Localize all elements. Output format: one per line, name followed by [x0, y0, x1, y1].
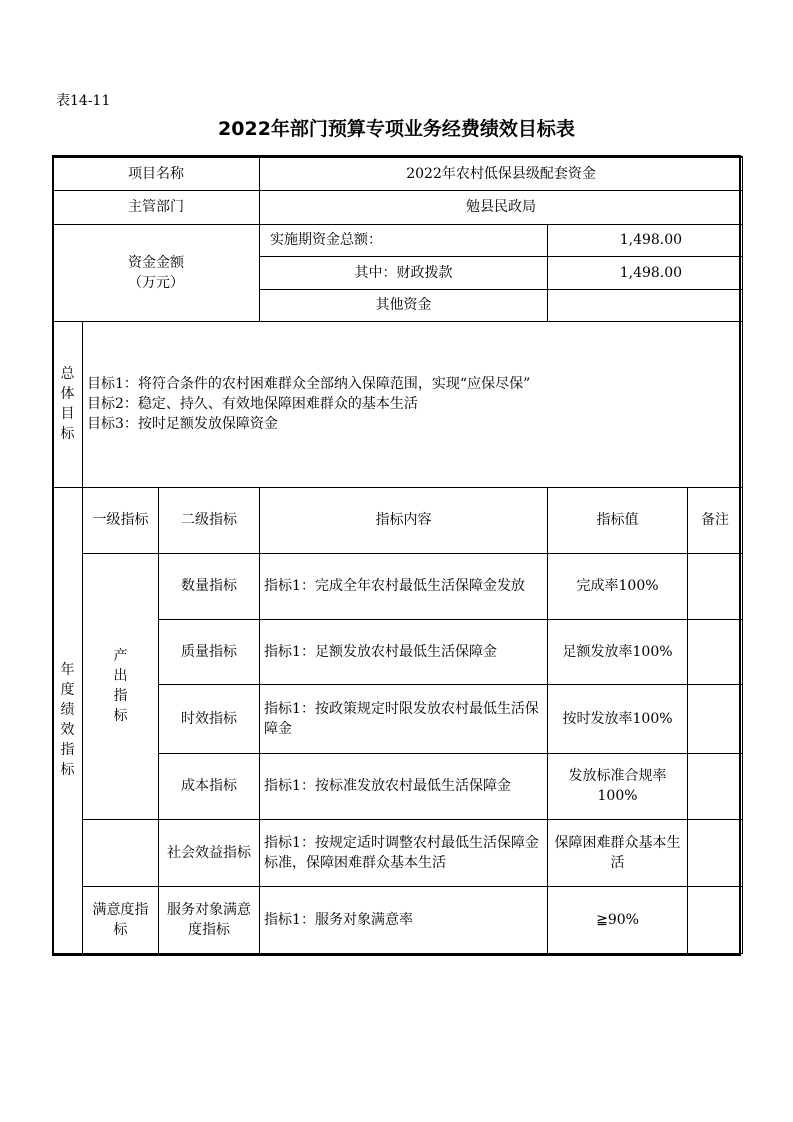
header-level2: 二级指标	[159, 487, 260, 553]
benefit-value: 保障困难群众基本生活	[548, 819, 688, 886]
benefit-row	[53, 819, 743, 886]
row-level2: 时效指标	[159, 684, 260, 753]
funds-total-value: 1,498.00	[548, 224, 743, 256]
funds-total-row	[53, 224, 743, 256]
department-label: 主管部门	[53, 190, 260, 224]
satisfaction-value: ≧90%	[548, 886, 688, 953]
row-content: 指标1：按政策规定时限发放农村最低生活保障金	[260, 684, 548, 753]
funds-other-label: 其他资金	[260, 289, 548, 321]
goal-line-2: 目标2：稳定、持久、有效地保障困难群众的基本生活	[87, 396, 418, 412]
project-name-value: 2022年农村低保县级配套资金	[260, 157, 743, 190]
table-row	[53, 553, 743, 619]
funds-fiscal-value: 1,498.00	[548, 256, 743, 289]
row-value: 足额发放率100%	[548, 619, 688, 684]
row-value: 完成率100%	[548, 553, 688, 619]
satisfaction-row	[53, 886, 743, 953]
performance-table	[52, 156, 743, 954]
goal-line-3: 目标3：按时足额发放保障资金	[87, 416, 278, 432]
goal-line-1: 目标1：将符合条件的农村困难群众全部纳入保障范围，实现“应保尽保”	[87, 376, 531, 392]
overall-goal-row	[53, 321, 743, 487]
benefit-level1	[83, 819, 159, 886]
row-remark	[688, 553, 743, 619]
row-remark	[688, 684, 743, 753]
header-level1: 一级指标	[83, 487, 159, 553]
header-value: 指标值	[548, 487, 688, 553]
project-name-row	[53, 157, 743, 190]
output-indicator-label	[83, 553, 159, 819]
row-remark	[688, 619, 743, 684]
satisfaction-level2: 服务对象满意度指标	[159, 886, 260, 953]
row-level2: 成本指标	[159, 753, 260, 819]
row-value: 按时发放率100%	[548, 684, 688, 753]
overall-goal-label	[53, 321, 83, 487]
row-content: 指标1：完成全年农村最低生活保障金发放	[260, 553, 548, 619]
funds-total-label: 实施期资金总额：	[260, 224, 548, 256]
table-number: 表14-11	[56, 93, 111, 109]
row-level2: 数量指标	[159, 553, 260, 619]
satisfaction-content: 指标1：服务对象满意率	[260, 886, 548, 953]
benefit-level2: 社会效益指标	[159, 819, 260, 886]
benefit-remark	[688, 819, 743, 886]
page-title: 2022年部门预算专项业务经费绩效目标表	[218, 118, 575, 140]
row-content: 指标1：足额发放农村最低生活保障金	[260, 619, 548, 684]
department-row	[53, 190, 743, 224]
row-value: 发放标准合规率100%	[548, 753, 688, 819]
overall-goal-content	[83, 321, 743, 487]
row-level2: 质量指标	[159, 619, 260, 684]
funds-label: 资金金额 （万元）	[53, 224, 260, 321]
project-name-label: 项目名称	[53, 157, 260, 190]
indicator-header-row	[53, 487, 743, 553]
header-remark: 备注	[688, 487, 743, 553]
row-content: 指标1：按标准发放农村最低生活保障金	[260, 753, 548, 819]
satisfaction-remark	[688, 886, 743, 953]
overall-goal-label-text: 总体目标	[60, 366, 75, 442]
satisfaction-level1: 满意度指标	[83, 886, 159, 953]
funds-fiscal-label: 其中：财政拨款	[260, 256, 548, 289]
row-remark	[688, 753, 743, 819]
output-indicator-label-text: 产出指标	[113, 648, 128, 724]
annual-indicator-label-text: 年度绩效指标	[60, 662, 75, 778]
header-content: 指标内容	[260, 487, 548, 553]
annual-indicator-label	[53, 487, 83, 953]
benefit-content: 指标1：按规定适时调整农村最低生活保障金标准，保障困难群众基本生活	[260, 819, 548, 886]
funds-other-value	[548, 289, 743, 321]
department-value: 勉县民政局	[260, 190, 743, 224]
